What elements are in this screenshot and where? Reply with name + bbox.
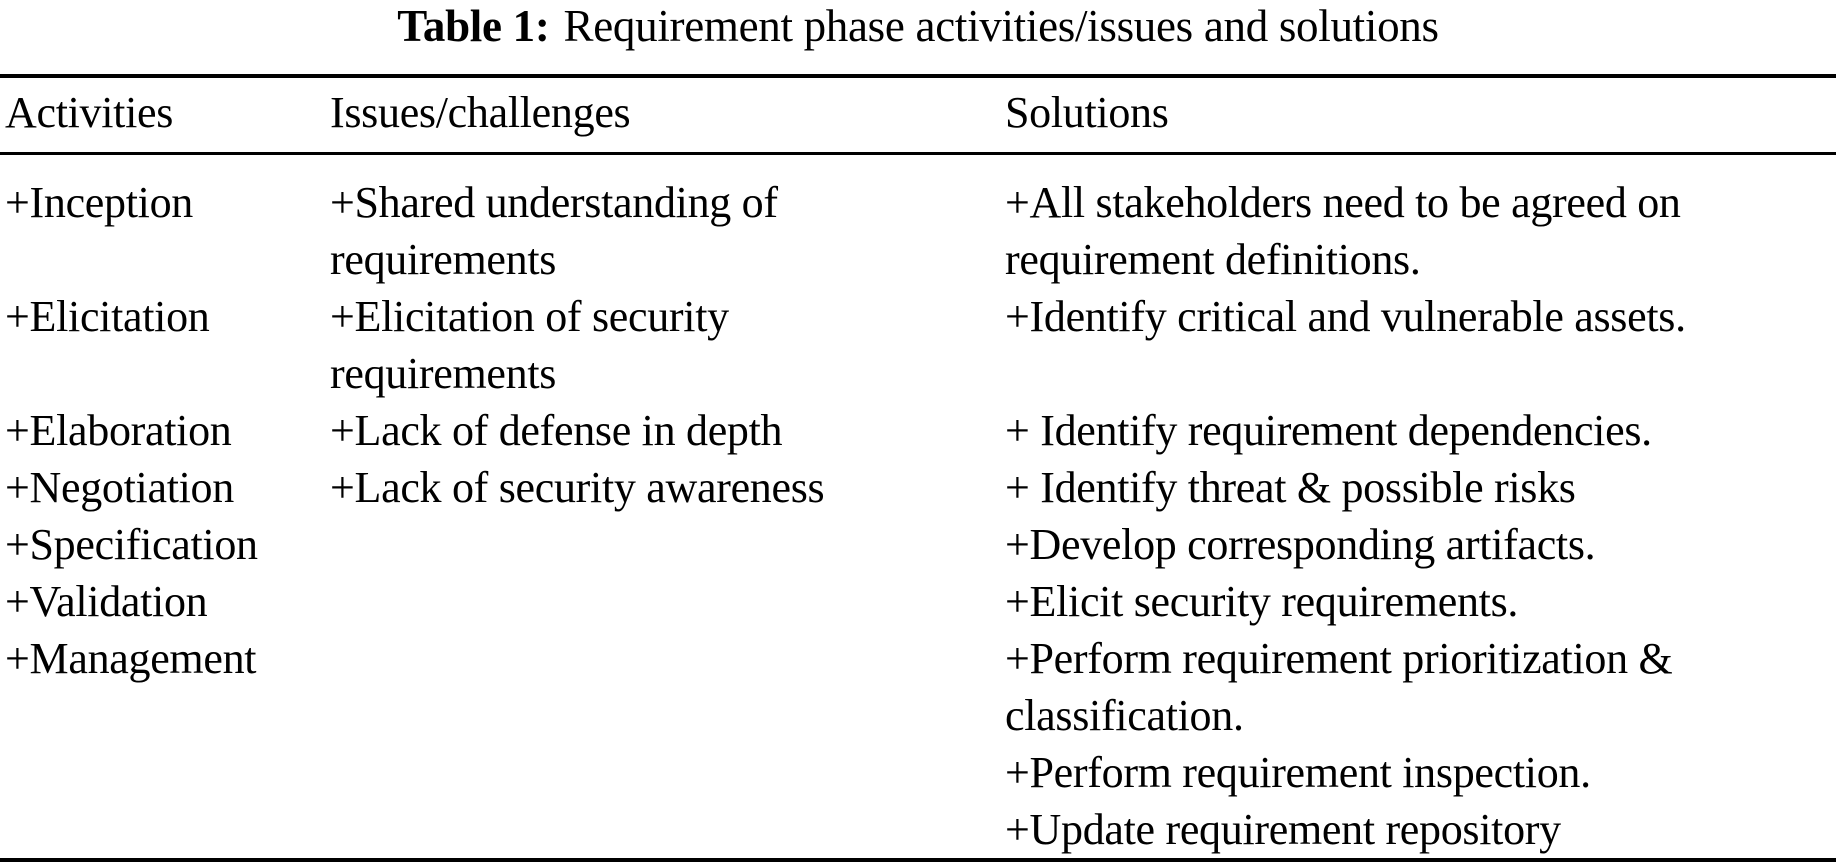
table-row (0, 516, 1836, 573)
table-row (0, 459, 1836, 516)
text-line: +All stakeholders need to be agreed on (1005, 178, 1681, 227)
cell-activity (0, 459, 330, 516)
text-line: +Perform requirement prioritization & (1005, 634, 1673, 683)
text-line: requirements (330, 349, 557, 398)
table-header-rule (0, 152, 1836, 155)
cell-activity (0, 288, 330, 345)
text-line: +Perform requirement inspection. (1005, 748, 1591, 797)
text-line: +Elaboration (5, 406, 232, 455)
cell-solution (1005, 516, 1836, 573)
table-row (0, 744, 1836, 801)
cell-solution (1005, 459, 1836, 516)
table-header-row (0, 84, 1836, 141)
text-line: +Management (5, 634, 257, 683)
table-row (0, 402, 1836, 459)
table-caption-text: Requirement phase activities/issues and solutions (563, 1, 1439, 51)
text-line: +Inception (5, 178, 193, 227)
text-line: + Identify threat & possible risks (1005, 463, 1576, 512)
text-line: +Negotiation (5, 463, 234, 512)
cell-issue (330, 402, 1005, 459)
text-line: +Update requirement repository (1005, 805, 1561, 854)
cell-issue (330, 174, 1005, 288)
text-line: + Identify requirement dependencies. (1005, 406, 1652, 455)
cell-solution (1005, 402, 1836, 459)
cell-solution (1005, 744, 1836, 801)
table-row (0, 630, 1836, 744)
text-line: +Elicitation of security (330, 292, 729, 341)
cell-activity (0, 174, 330, 231)
cell-issue (330, 459, 1005, 516)
cell-activity (0, 402, 330, 459)
text-line: classification. (1005, 691, 1244, 740)
text-line: +Lack of security awareness (330, 463, 825, 512)
table-body (0, 174, 1836, 858)
text-line: +Shared understanding of (330, 178, 778, 227)
cell-activity (0, 573, 330, 630)
text-line: +Validation (5, 577, 208, 626)
cell-activity (0, 516, 330, 573)
table-top-rule (0, 74, 1836, 78)
table-row (0, 573, 1836, 630)
text-line: +Elicit security requirements. (1005, 577, 1519, 626)
table-caption-label: Table 1: (397, 1, 550, 51)
text-line: +Lack of defense in depth (330, 406, 783, 455)
text-line: +Develop corresponding artifacts. (1005, 520, 1596, 569)
cell-solution (1005, 573, 1836, 630)
cell-activity (0, 630, 330, 687)
cell-solution (1005, 288, 1836, 345)
cell-issue (330, 288, 1005, 402)
table-row (0, 174, 1836, 288)
text-line: requirements (330, 235, 557, 284)
cell-solution (1005, 801, 1836, 858)
table-row (0, 801, 1836, 858)
text-line: +Elicitation (5, 292, 210, 341)
table-caption (0, 0, 1836, 56)
column-header-solutions: Solutions (1005, 88, 1169, 137)
cell-solution (1005, 174, 1836, 288)
text-line: +Specification (5, 520, 258, 569)
column-header-issues-challenges: Issues/challenges (330, 88, 631, 137)
text-line: requirement definitions. (1005, 235, 1421, 284)
table-bottom-rule (0, 858, 1836, 862)
text-line: +Identify critical and vulnerable assets. (1005, 292, 1686, 341)
cell-solution (1005, 630, 1836, 744)
column-header-activities: Activities (5, 88, 174, 137)
table-row (0, 288, 1836, 402)
